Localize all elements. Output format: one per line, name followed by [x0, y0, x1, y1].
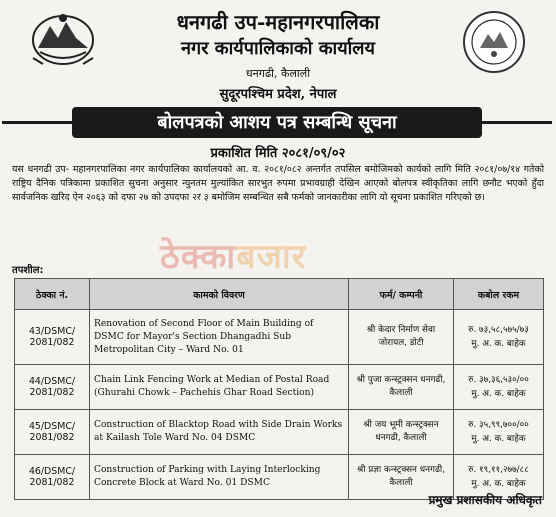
published-date: प्रकाशित मिति २०८१/०९/०२: [210, 146, 346, 161]
signer-title: प्रमुख प्रशासकीय अधिकृत: [428, 493, 542, 507]
table-header-row: [15, 279, 544, 310]
table-row: [15, 365, 544, 410]
row-amount-cell: [454, 310, 544, 365]
municipality-name: धनगढी उप-महानगरपालिका: [176, 10, 380, 34]
col-header-description: कामको विवरण: [90, 279, 349, 310]
col-header-code: ठेक्का नं.: [15, 279, 90, 310]
row-code: 46/DSMC/ 2081/082: [15, 455, 90, 500]
table-row: [15, 310, 544, 365]
row-vat-note: मु. अ. क. बाहेक: [471, 434, 526, 444]
row-firm: श्री केदार निर्माण सेवा जोरायल, डोटी: [349, 310, 454, 365]
row-code: 44/DSMC/ 2081/082: [15, 365, 90, 410]
province-line: सुदूरपश्चिम प्रदेश, नेपाल: [219, 87, 337, 102]
row-description: Construction of Parking with Laying Interlocking Concrete Block at Ward No. 01 DSMC: [90, 455, 349, 500]
tender-table: [14, 278, 544, 500]
row-firm: श्री प्रज्ञा कन्स्ट्रक्सन धनगढी, कैलाली: [349, 455, 454, 500]
col-header-firm: फर्म/ कम्पनी: [349, 279, 454, 310]
col-header-amount: कबोल रकम: [454, 279, 544, 310]
row-amount-cell: [454, 365, 544, 410]
row-amount: रु. ३५,९९,७००/००: [468, 420, 529, 430]
watermark-part1: ठेक्का: [160, 237, 237, 277]
row-description: Chain Link Fencing Work at Median of Postal Road (Ghurahi Chowk – Pachehis Ghar Road Section): [90, 365, 349, 410]
table-row: [15, 410, 544, 455]
watermark-logo: [160, 232, 307, 278]
row-amount-cell: [454, 410, 544, 455]
row-code: 45/DSMC/ 2081/082: [15, 410, 90, 455]
row-vat-note: मु. अ. क. बाहेक: [471, 479, 526, 489]
city-line: धनगढी, कैलाली: [245, 67, 311, 80]
row-description: Construction of Blacktop Road with Side Drain Works at Kailash Tole Ward No. 04 DSMC: [90, 410, 349, 455]
row-vat-note: मु. अ. क. बाहेक: [471, 389, 526, 399]
watermark-part2: बजार: [236, 237, 307, 277]
row-firm: श्री पुजा कन्स्ट्रक्सन धनगढी, कैलाली: [349, 365, 454, 410]
row-firm: श्री जय भूमी कन्स्ट्रक्सन धनगढी, कैलाली: [349, 410, 454, 455]
row-amount: रु. ७३,५८,५७५/७३: [468, 325, 529, 335]
details-label: तपशील:: [12, 265, 44, 276]
notice-body: यस धनगढी उप- महानगरपालिका नगर कार्यपालिका कार्यालयको आ. व. २०८१/०८२ अन्तर्गत तपसिल बमोजिमको कार्यको लागि मिति २०८१/०७/१४ गतेको राष्ट्रिय दैनिक पत्रिकामा प्रकाशित सुचना अनुसार न्युनतम मुल्यांकित सारभुत रुपमा प्रभावग्राही देखिन आएको बोलपत्र स्वीकृतिका लागि छनौट भएको हुँदा सार्वजनिक खरिद ऐन २०६३ को दफा २७ को उपदफा २र ३ बमोजिम सम्बन्धित सबै फर्मको जानकारीका लागि यो सूचना प्रकाशित गरिएको छ।: [12, 164, 544, 203]
notice-title-banner: बोलपत्रको आशय पत्र सम्बन्धि सूचना: [72, 107, 482, 138]
row-amount: रु. ३७,३६,५३०/००: [468, 375, 529, 385]
row-vat-note: मु. अ. क. बाहेक: [471, 339, 526, 349]
office-name: नगर कार्यपालिकाको कार्यालय: [181, 38, 375, 59]
row-code: 43/DSMC/ 2081/082: [15, 310, 90, 365]
row-amount: रु. १९,११,२७७/८८: [468, 465, 529, 475]
row-description: Renovation of Second Floor of Main Building of DSMC for Mayor's Section Dhangadhi Sub Metropolitan City – Ward No. 01: [90, 310, 349, 365]
